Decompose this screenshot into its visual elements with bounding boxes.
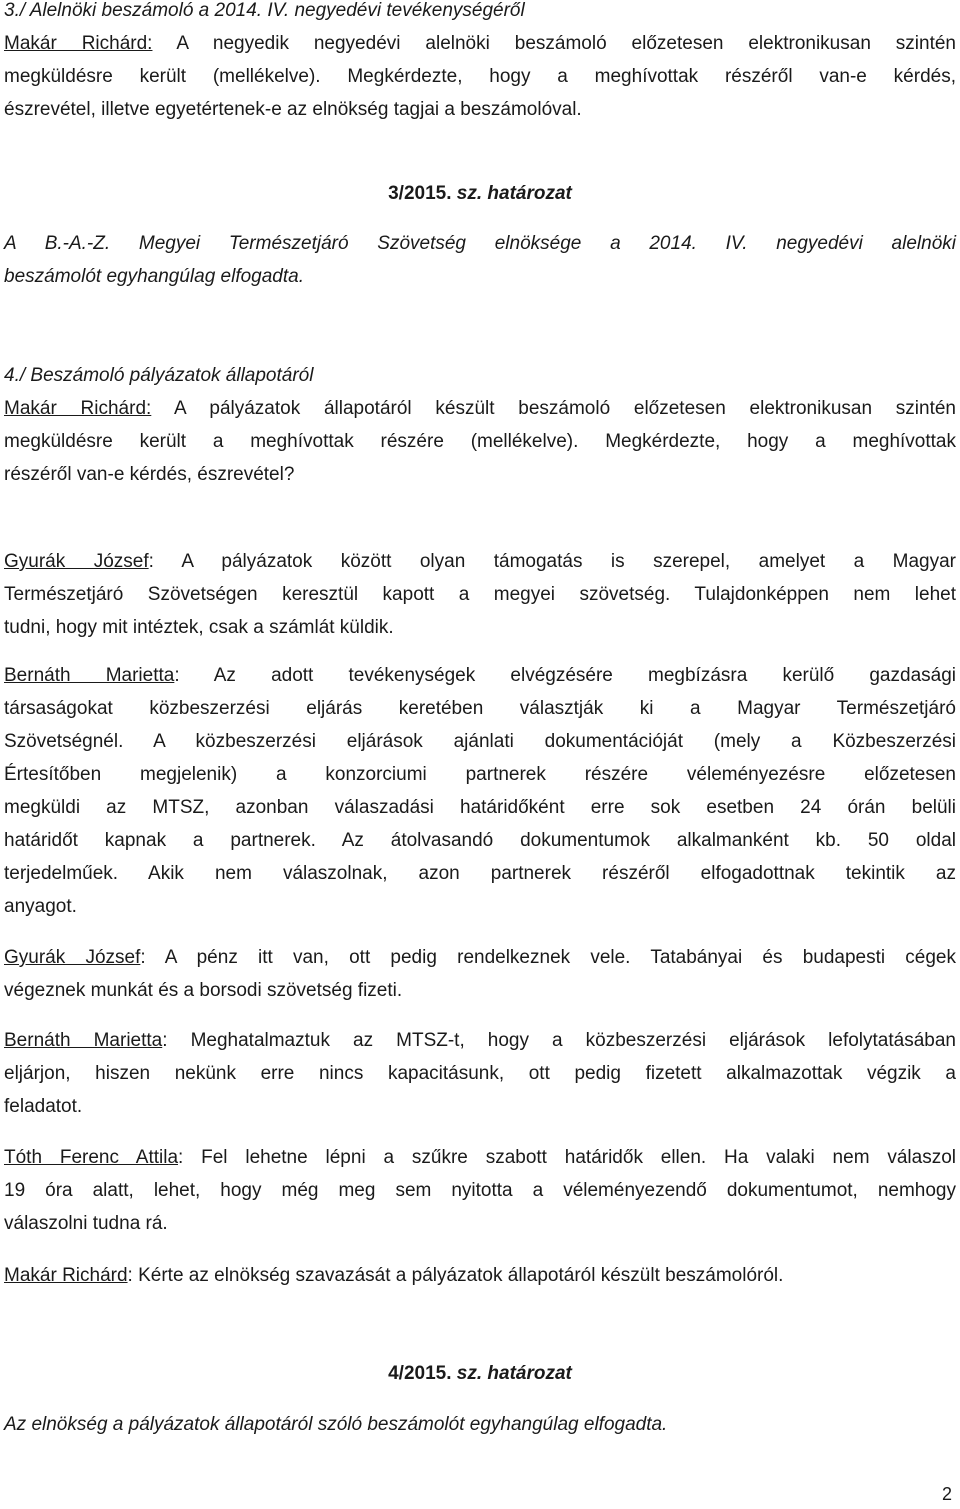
speaker-name: Makár Richárd: [4,398,152,419]
paragraph-gyurak-2: Gyurák József: A pénz itt van, ott pedig rendelkeznek vele. Tatabányai és budapesti cégek végeznek munkát és a borsodi szövetség fizeti. [4,947,956,1001]
paragraph-line: észrevétel, illetve egyetértenek-e az elnökség tagjai a beszámolóval. [4,99,582,120]
speaker-name: Bernáth Marietta [4,665,175,686]
paragraph-line: Makár Richárd: A negyedik negyedévi alelnöki beszámoló előzetesen elektronikusan szintén [4,33,957,54]
resolution-4-title: 4/2015. sz. határozat [388,1363,572,1384]
paragraph-toth: Tóth Ferenc Attila: Fel lehetne lépni a szűkre szabott határidők ellen. Ha valaki nem válaszol 19 óra alatt, lehet, hogy még meg sem nyitotta a véleményezendő dokumentumot, nemhogy válaszolni tudna rá. [4,1147,956,1234]
paragraph-bernath-2: Bernáth Marietta: Meghatalmaztuk az MTSZ-t, hogy a közbeszerzési eljárások lefolytatásában eljárjon, hiszen nekünk erre nincs kapacitásunk, ott pedig fizetett alkalmazottak végzik a feladatot. [4,1030,956,1117]
page-number: 2 [941,1484,952,1504]
speaker-name: Makár Richárd [4,1265,128,1286]
speaker-name: Bernáth Marietta [4,1030,163,1051]
section-3-heading: 3./ Alelnöki beszámoló a 2014. IV. negyedévi tevékenységéről [4,0,525,21]
resolution-3-text: A B.-A.-Z. Megyei Természetjáró Szövetség elnöksége a 2014. IV. negyedévi alelnöki beszámolót egyhangúlag elfogadta. [4,233,956,287]
paragraph-makar: Makár Richárd: Kérte az elnökség szavazását a pályázatok állapotáról készült beszámolóról. [4,1265,784,1286]
section-4 [4,359,956,491]
speaker-name: Makár Richárd: [4,33,153,54]
paragraph-line: megküldésre került (mellékelve). Megkérdezte, hogy a meghívottak részéről van-e kérdés, [4,66,956,87]
speaker-name: Tóth Ferenc Attila [4,1147,179,1168]
paragraph-gyurak-1: Gyurák József: A pályázatok között olyan támogatás is szerepel, amelyet a Magyar Természetjáró Szövetségen keresztül kapott a megyei szövetség. Tulajdonképpen nem lehet tudni, hogy mit intéztek, csak a számlát küldik. [4,551,957,638]
paragraph-bernath-1: Bernáth Marietta: Az adott tevékenységek elvégzésére megbízásra kerülő gazdasági társaságokat közbeszerzési eljárás keretében választják ki a Magyar Természetjáró Szövetségnél. A közbeszerzési eljárások ajánlati dokumentációját (mely a Közbeszerzési Értesítőben megjelenik) a konzorciumi partnerek részére véleményezésre előzetesen megküldi az MTSZ, azonban válaszadási határidőként erre sok esetben 24 órán belüli határidőt kapnak a partnerek. Az átolvasandó dokumentumok alkalmanként kb. 50 oldal terjedelműek. Akik nem válaszolnak, azon partnerek részéről elfogadottnak tekintik az anyagot. [4,665,956,917]
resolution-3-title: 3/2015. sz. határozat [388,183,572,204]
section-4-heading: 4./ Beszámoló pályázatok állapotáról [4,365,314,386]
speaker-name: Gyurák József [4,551,149,572]
speaker-name: Gyurák József [4,947,141,968]
paragraph-line: megküldésre került a meghívottak részére (mellékelve). Megkérdezte, hogy a meghívottak [4,431,956,452]
paragraph-line: részéről van-e kérdés, észrevétel? [4,464,295,485]
resolution-4-text: Az elnökség a pályázatok állapotáról szóló beszámolót egyhangúlag elfogadta. [4,1414,668,1435]
section-3 [4,0,956,126]
paragraph-line: Makár Richárd: A pályázatok állapotáról készült beszámoló előzetesen elektronikusan szintén [4,398,956,419]
